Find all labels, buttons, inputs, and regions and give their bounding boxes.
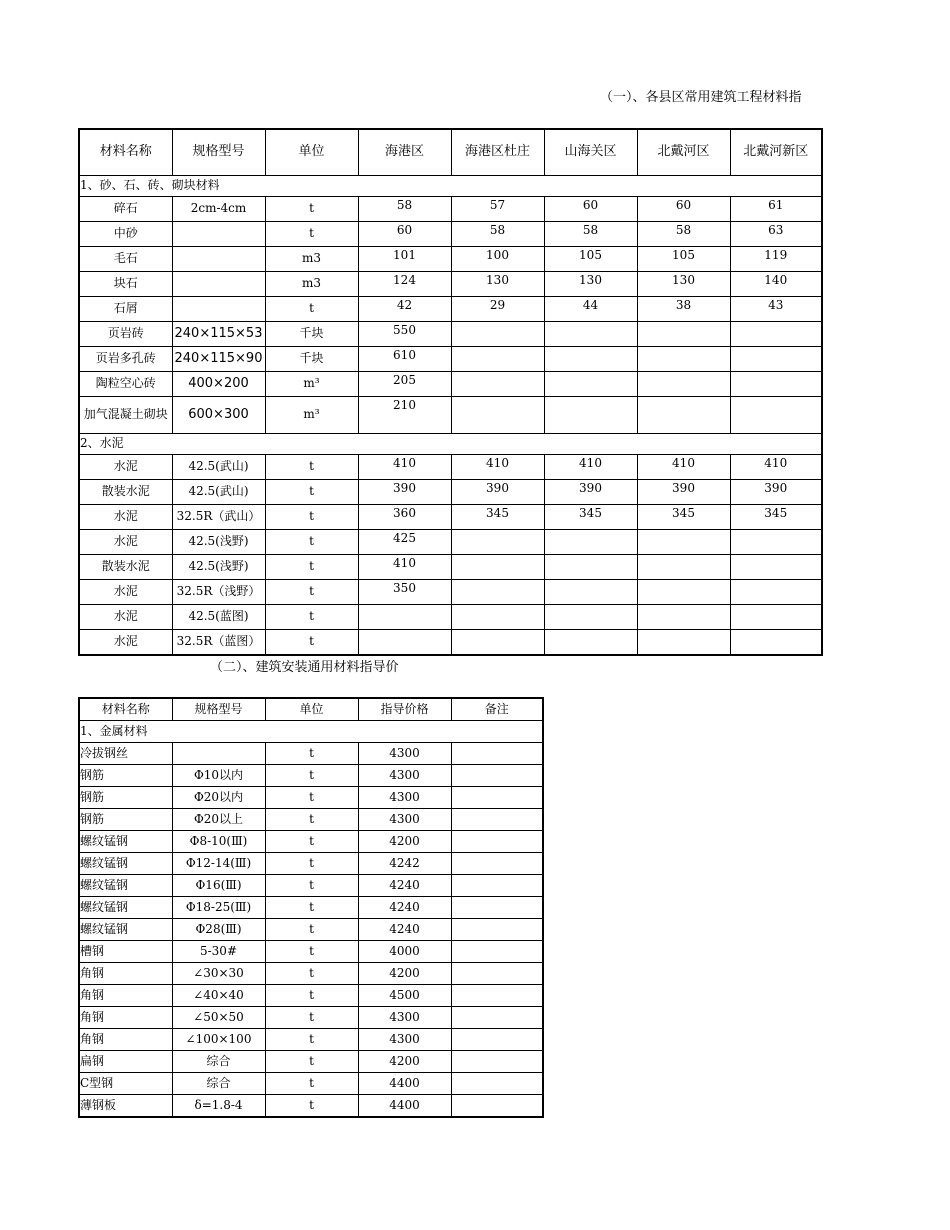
material-name: 石屑 [79, 297, 172, 322]
price-cell: 140 [730, 272, 822, 297]
spec-cell [172, 272, 265, 297]
price-cell: 61 [730, 197, 822, 222]
price-cell: 4200 [358, 1051, 451, 1073]
material-name: 加气混凝土砌块 [79, 397, 172, 434]
price-cell: 610 [358, 347, 451, 372]
material-name: 水泥 [79, 455, 172, 480]
price-cell [451, 397, 544, 434]
table-row [79, 605, 822, 630]
section-row [79, 721, 543, 743]
price-cell [544, 605, 637, 630]
material-name: 水泥 [79, 580, 172, 605]
table-row [79, 1051, 543, 1073]
material-name: 角钢 [79, 985, 172, 1007]
table-row [79, 985, 543, 1007]
unit-cell: t [265, 787, 358, 809]
unit-cell: t [265, 831, 358, 853]
table-row [79, 1095, 543, 1118]
table-row [79, 455, 822, 480]
section-title-1: （一）、各县区常用建筑工程材料指 [600, 90, 802, 105]
spec-cell: Φ18-25(Ⅲ) [172, 897, 265, 919]
spec-cell [172, 247, 265, 272]
price-cell [451, 963, 543, 985]
price-cell [451, 1029, 543, 1051]
table-row [79, 787, 543, 809]
table-row [79, 247, 822, 272]
table-row [79, 505, 822, 530]
unit-cell: t [265, 1051, 358, 1073]
spec-cell: 42.5(武山) [172, 480, 265, 505]
material-name: 毛石 [79, 247, 172, 272]
material-name: 螺纹锰钢 [79, 919, 172, 941]
spec-cell: ∠50×50 [172, 1007, 265, 1029]
spec-cell: Φ10以内 [172, 765, 265, 787]
price-cell [637, 322, 730, 347]
spec-cell: 5-30# [172, 941, 265, 963]
price-cell [451, 555, 544, 580]
spec-cell: Φ28(Ⅲ) [172, 919, 265, 941]
price-cell: 4240 [358, 897, 451, 919]
table-header-row [79, 129, 822, 176]
table-row [79, 831, 543, 853]
price-cell: 410 [730, 455, 822, 480]
column-header: 规格型号 [172, 129, 265, 176]
section-label: 1、金属材料 [79, 721, 543, 743]
material-name: 螺纹锰钢 [79, 875, 172, 897]
unit-cell: t [265, 897, 358, 919]
unit-cell: t [265, 963, 358, 985]
price-cell: 390 [544, 480, 637, 505]
price-cell [451, 1073, 543, 1095]
price-cell: 58 [358, 197, 451, 222]
price-cell [730, 530, 822, 555]
price-cell [451, 605, 544, 630]
unit-cell: t [265, 555, 358, 580]
price-cell: 58 [451, 222, 544, 247]
material-name: 页岩砖 [79, 322, 172, 347]
unit-cell: t [265, 765, 358, 787]
price-cell: 29 [451, 297, 544, 322]
material-name: 散装水泥 [79, 480, 172, 505]
price-cell: 42 [358, 297, 451, 322]
spec-cell: 42.5(浅野) [172, 555, 265, 580]
price-cell: 130 [544, 272, 637, 297]
price-cell [451, 787, 543, 809]
unit-cell: t [265, 1095, 358, 1118]
price-cell [730, 630, 822, 656]
unit-cell: t [265, 1073, 358, 1095]
spec-cell: 32.5R（武山） [172, 505, 265, 530]
unit-cell: m³ [265, 372, 358, 397]
material-name: 碎石 [79, 197, 172, 222]
general-materials-table [78, 697, 544, 1118]
material-name: 水泥 [79, 605, 172, 630]
price-cell: 58 [544, 222, 637, 247]
material-name: 螺纹锰钢 [79, 853, 172, 875]
unit-cell: t [265, 630, 358, 656]
table-row [79, 397, 822, 434]
material-name: 扁钢 [79, 1051, 172, 1073]
price-cell [544, 397, 637, 434]
price-cell: 210 [358, 397, 451, 434]
price-cell: 4300 [358, 787, 451, 809]
price-cell [451, 919, 543, 941]
unit-cell: t [265, 197, 358, 222]
column-header: 北戴河新区 [730, 129, 822, 176]
unit-cell: t [265, 605, 358, 630]
price-cell [730, 555, 822, 580]
table-row [79, 222, 822, 247]
material-name: 槽钢 [79, 941, 172, 963]
unit-cell: m3 [265, 272, 358, 297]
price-cell: 390 [730, 480, 822, 505]
price-cell [451, 985, 543, 1007]
price-cell: 410 [451, 455, 544, 480]
price-cell [730, 372, 822, 397]
material-name: 块石 [79, 272, 172, 297]
column-header: 北戴河区 [637, 129, 730, 176]
spec-cell: 240×115×90 [172, 347, 265, 372]
price-cell [544, 630, 637, 656]
spec-cell: 42.5(蓝图) [172, 605, 265, 630]
price-cell: 550 [358, 322, 451, 347]
price-cell: 124 [358, 272, 451, 297]
material-name: 螺纹锰钢 [79, 897, 172, 919]
material-name: C型钢 [79, 1073, 172, 1095]
price-cell: 4300 [358, 1007, 451, 1029]
price-cell: 4200 [358, 831, 451, 853]
material-name: 薄钢板 [79, 1095, 172, 1118]
price-cell [451, 322, 544, 347]
price-cell [544, 580, 637, 605]
spec-cell: 42.5(武山) [172, 455, 265, 480]
unit-cell: t [265, 480, 358, 505]
price-cell [451, 853, 543, 875]
spec-cell: 综合 [172, 1073, 265, 1095]
price-cell [730, 347, 822, 372]
table-row [79, 555, 822, 580]
material-name: 螺纹锰钢 [79, 831, 172, 853]
price-cell [544, 530, 637, 555]
unit-cell: t [265, 222, 358, 247]
price-cell: 4300 [358, 1029, 451, 1051]
price-cell: 44 [544, 297, 637, 322]
unit-cell: t [265, 875, 358, 897]
unit-cell: t [265, 809, 358, 831]
price-cell: 205 [358, 372, 451, 397]
price-cell: 390 [451, 480, 544, 505]
material-name: 钢筋 [79, 787, 172, 809]
price-cell: 410 [358, 555, 451, 580]
unit-cell: t [265, 941, 358, 963]
price-cell: 410 [358, 455, 451, 480]
material-name: 水泥 [79, 630, 172, 656]
price-cell [451, 831, 543, 853]
price-cell: 101 [358, 247, 451, 272]
price-cell [451, 1007, 543, 1029]
price-cell: 4400 [358, 1095, 451, 1118]
price-cell [451, 1095, 543, 1118]
material-name: 钢筋 [79, 765, 172, 787]
column-header: 海港区 [358, 129, 451, 176]
table-row [79, 580, 822, 605]
table-row [79, 347, 822, 372]
price-cell: 105 [637, 247, 730, 272]
price-cell [451, 765, 543, 787]
material-name: 水泥 [79, 530, 172, 555]
price-cell [730, 605, 822, 630]
price-cell: 4500 [358, 985, 451, 1007]
price-cell [451, 809, 543, 831]
spec-cell: 42.5(浅野) [172, 530, 265, 555]
price-cell: 58 [637, 222, 730, 247]
price-cell [730, 580, 822, 605]
price-cell: 105 [544, 247, 637, 272]
table-row [79, 919, 543, 941]
price-cell: 60 [637, 197, 730, 222]
spec-cell: ∠40×40 [172, 985, 265, 1007]
material-name: 陶粒空心砖 [79, 372, 172, 397]
price-cell [451, 1051, 543, 1073]
section-label: 2、水泥 [79, 434, 822, 455]
section-row [79, 434, 822, 455]
price-cell [451, 875, 543, 897]
table-row [79, 765, 543, 787]
spec-cell: Φ16(Ⅲ) [172, 875, 265, 897]
price-cell [358, 630, 451, 656]
unit-cell: t [265, 455, 358, 480]
price-cell [730, 322, 822, 347]
table-row [79, 809, 543, 831]
price-cell [637, 555, 730, 580]
material-name: 角钢 [79, 963, 172, 985]
price-cell: 4400 [358, 1073, 451, 1095]
unit-cell: t [265, 985, 358, 1007]
table-row [79, 963, 543, 985]
price-cell: 4000 [358, 941, 451, 963]
price-cell [544, 322, 637, 347]
section-row [79, 176, 822, 197]
column-header: 海港区杜庄 [451, 129, 544, 176]
price-cell: 130 [451, 272, 544, 297]
price-cell: 425 [358, 530, 451, 555]
price-cell: 390 [358, 480, 451, 505]
spec-cell: 2cm-4cm [172, 197, 265, 222]
table-row [79, 1073, 543, 1095]
table-row [79, 272, 822, 297]
material-name: 角钢 [79, 1029, 172, 1051]
price-cell [730, 397, 822, 434]
unit-cell: 千块 [265, 322, 358, 347]
price-cell: 390 [637, 480, 730, 505]
unit-cell: t [265, 1029, 358, 1051]
material-name: 中砂 [79, 222, 172, 247]
spec-cell: ∠30×30 [172, 963, 265, 985]
price-cell: 345 [451, 505, 544, 530]
table-row [79, 197, 822, 222]
price-cell: 38 [637, 297, 730, 322]
table-row [79, 743, 543, 765]
price-cell: 345 [544, 505, 637, 530]
price-cell [637, 580, 730, 605]
price-cell [544, 555, 637, 580]
price-cell [451, 897, 543, 919]
section-title-2: （二）、建筑安装通用材料指导价 [210, 660, 399, 675]
price-cell: 43 [730, 297, 822, 322]
price-cell [451, 347, 544, 372]
price-cell [451, 530, 544, 555]
price-cell: 60 [544, 197, 637, 222]
price-cell [358, 605, 451, 630]
price-cell [451, 580, 544, 605]
price-cell [637, 530, 730, 555]
table-row [79, 875, 543, 897]
price-cell: 57 [451, 197, 544, 222]
price-cell: 4242 [358, 853, 451, 875]
price-cell: 4240 [358, 875, 451, 897]
spec-cell [172, 297, 265, 322]
column-header: 单位 [265, 129, 358, 176]
table-row [79, 1029, 543, 1051]
material-name: 钢筋 [79, 809, 172, 831]
price-cell [637, 397, 730, 434]
price-cell [637, 372, 730, 397]
column-header: 材料名称 [79, 698, 172, 721]
price-cell [637, 630, 730, 656]
table-row [79, 1007, 543, 1029]
price-cell: 100 [451, 247, 544, 272]
table-row [79, 853, 543, 875]
price-cell [637, 605, 730, 630]
price-cell: 410 [637, 455, 730, 480]
table-row [79, 372, 822, 397]
price-cell [544, 372, 637, 397]
material-name: 冷拔钢丝 [79, 743, 172, 765]
spec-cell: 32.5R（浅野） [172, 580, 265, 605]
table-row [79, 480, 822, 505]
price-cell: 345 [637, 505, 730, 530]
spec-cell: Φ8-10(Ⅲ) [172, 831, 265, 853]
price-cell: 410 [544, 455, 637, 480]
price-cell: 119 [730, 247, 822, 272]
unit-cell: t [265, 1007, 358, 1029]
unit-cell: 千块 [265, 347, 358, 372]
spec-cell: 32.5R（蓝图） [172, 630, 265, 656]
column-header: 山海关区 [544, 129, 637, 176]
material-name: 散装水泥 [79, 555, 172, 580]
material-name: 水泥 [79, 505, 172, 530]
unit-cell: t [265, 297, 358, 322]
price-cell: 4300 [358, 743, 451, 765]
material-name: 页岩多孔砖 [79, 347, 172, 372]
column-header: 规格型号 [172, 698, 265, 721]
price-cell [451, 630, 544, 656]
unit-cell: m3 [265, 247, 358, 272]
spec-cell: 600×300 [172, 397, 265, 434]
table-row [79, 897, 543, 919]
price-cell: 60 [358, 222, 451, 247]
spec-cell: δ=1.8-4 [172, 1095, 265, 1118]
price-cell: 4200 [358, 963, 451, 985]
price-cell: 345 [730, 505, 822, 530]
price-cell: 360 [358, 505, 451, 530]
spec-cell: 240×115×53 [172, 322, 265, 347]
spec-cell [172, 222, 265, 247]
spec-cell [172, 743, 265, 765]
table-header-row [79, 698, 543, 721]
unit-cell: m³ [265, 397, 358, 434]
unit-cell: t [265, 743, 358, 765]
price-cell [637, 347, 730, 372]
price-cell: 350 [358, 580, 451, 605]
price-cell [451, 743, 543, 765]
spec-cell: Φ20以内 [172, 787, 265, 809]
county-materials-table [78, 128, 823, 656]
table-row [79, 322, 822, 347]
unit-cell: t [265, 853, 358, 875]
price-cell: 63 [730, 222, 822, 247]
price-cell [451, 941, 543, 963]
unit-cell: t [265, 580, 358, 605]
column-header: 备注 [451, 698, 543, 721]
table-row [79, 941, 543, 963]
section-label: 1、砂、石、砖、砌块材料 [79, 176, 822, 197]
unit-cell: t [265, 919, 358, 941]
spec-cell: Φ20以上 [172, 809, 265, 831]
material-name: 角钢 [79, 1007, 172, 1029]
spec-cell: 400×200 [172, 372, 265, 397]
price-cell [544, 347, 637, 372]
price-cell: 4300 [358, 765, 451, 787]
spec-cell: ∠100×100 [172, 1029, 265, 1051]
column-header: 指导价格 [358, 698, 451, 721]
column-header: 材料名称 [79, 129, 172, 176]
spec-cell: 综合 [172, 1051, 265, 1073]
column-header: 单位 [265, 698, 358, 721]
table-row [79, 297, 822, 322]
price-cell: 130 [637, 272, 730, 297]
price-cell [451, 372, 544, 397]
unit-cell: t [265, 530, 358, 555]
unit-cell: t [265, 505, 358, 530]
price-cell: 4300 [358, 809, 451, 831]
spec-cell: Φ12-14(Ⅲ) [172, 853, 265, 875]
table-row [79, 530, 822, 555]
table-row [79, 630, 822, 656]
price-cell: 4240 [358, 919, 451, 941]
